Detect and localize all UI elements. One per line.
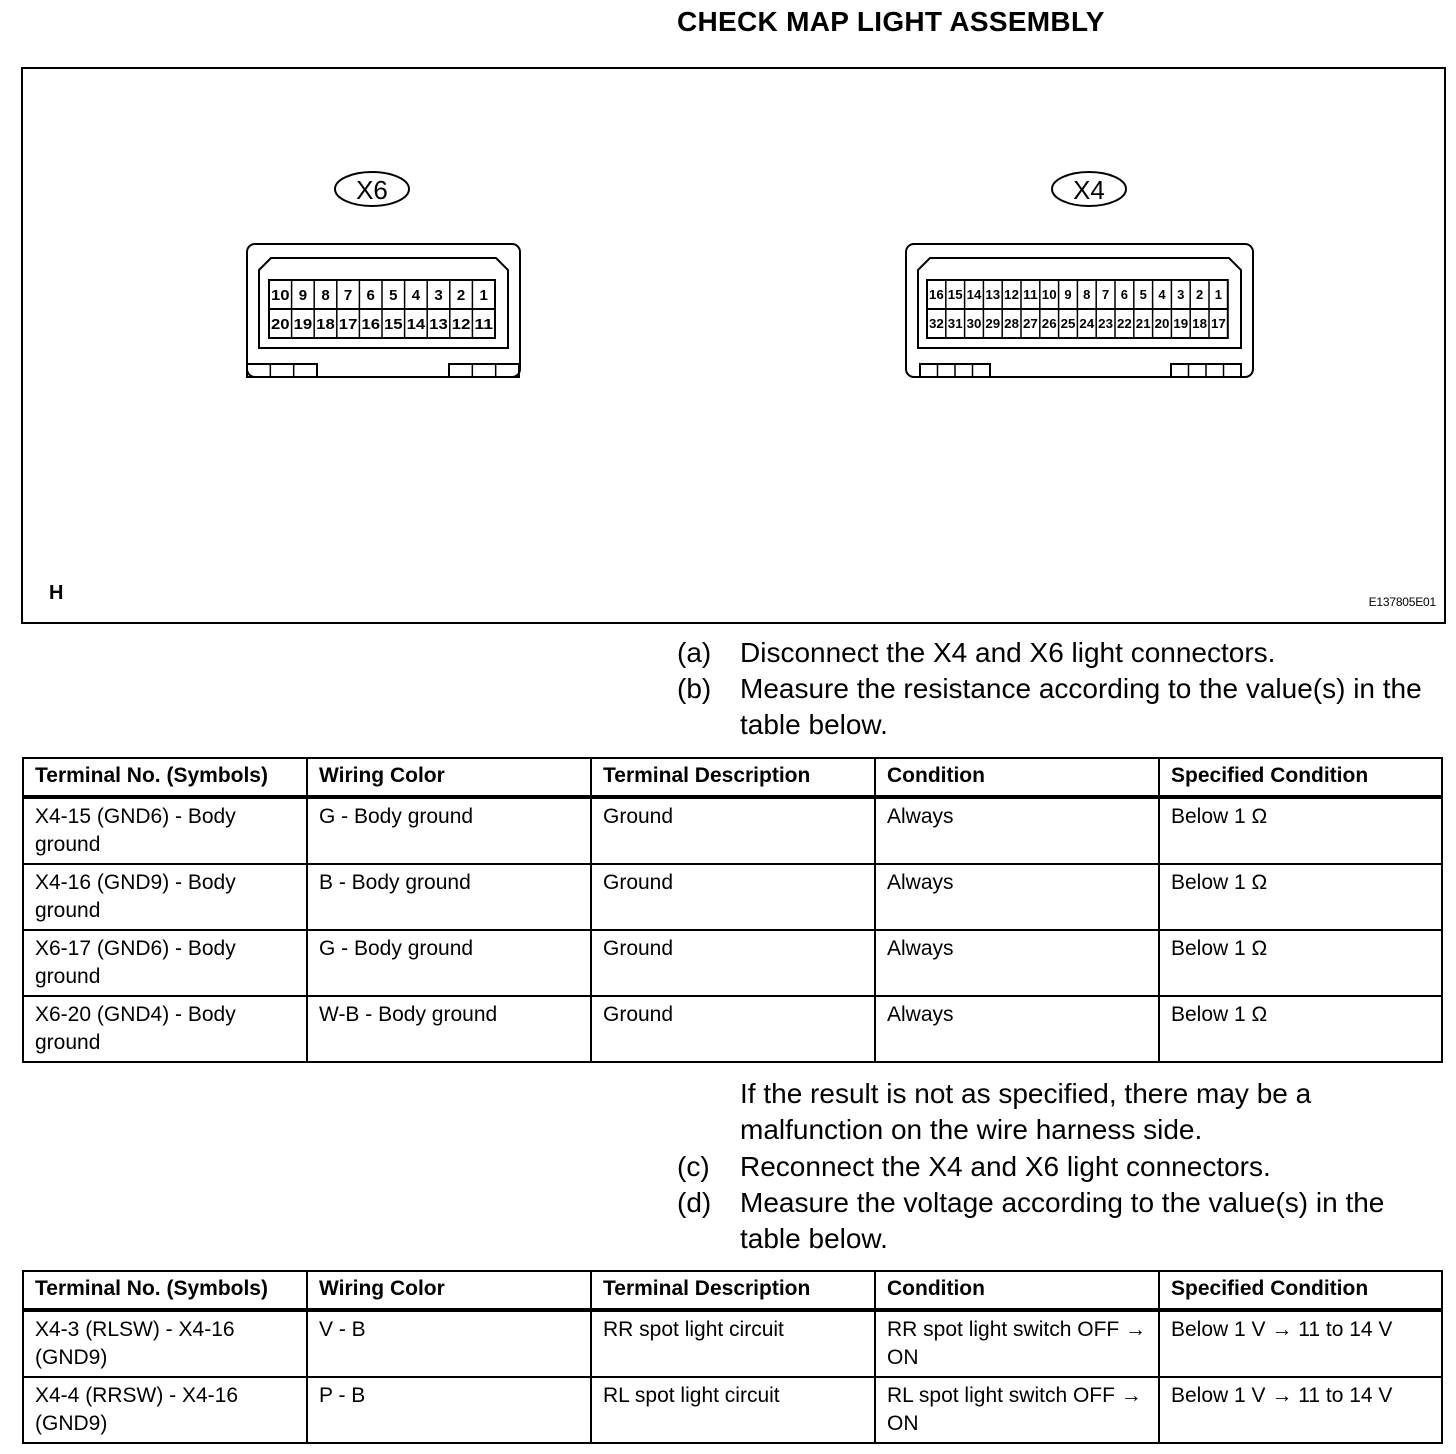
steps-second: [677, 1149, 1440, 1257]
column-header: Specified Condition: [1159, 758, 1442, 797]
table-cell: Below 1 Ω: [1159, 864, 1442, 930]
table-cell: X6-20 (GND4) - Body ground: [23, 996, 307, 1062]
step-letter: (c): [677, 1151, 710, 1182]
table-cell: X4-15 (GND6) - Body ground: [23, 797, 307, 864]
column-header: Wiring Color: [307, 758, 591, 797]
step-c: [677, 1149, 1440, 1185]
table-cell: Always: [875, 930, 1159, 996]
pin-number: 1: [479, 286, 488, 304]
pin-number: 8: [1083, 287, 1091, 303]
table-cell: Ground: [591, 996, 875, 1062]
page-title: CHECK MAP LIGHT ASSEMBLY: [677, 6, 1105, 37]
pin-number: 14: [406, 315, 426, 333]
pin-number: 22: [1117, 316, 1132, 332]
note-text: If the result is not as specified, there may be a malfunction on the wire harness side.: [740, 1078, 1312, 1145]
steps-first: [677, 635, 1440, 743]
pin-number: 15: [384, 315, 403, 333]
step-a: [677, 635, 1440, 671]
table-cell: G - Body ground: [307, 930, 591, 996]
table-cell: Always: [875, 996, 1159, 1062]
connector-recess: [918, 258, 1241, 348]
pin-number: 16: [361, 315, 381, 333]
pin-number: 5: [389, 286, 398, 304]
step-text: Measure the voltage according to the value(s) in the table below.: [740, 1187, 1385, 1254]
table-cell: Below 1 V → 11 to 14 V: [1159, 1377, 1442, 1443]
pin-number: 25: [1060, 316, 1076, 332]
pin-number: 1: [1214, 287, 1223, 303]
table-cell: B - Body ground: [307, 864, 591, 930]
table-row: [23, 930, 1442, 996]
pin-number: 27: [1023, 316, 1038, 332]
pin-number: 26: [1041, 316, 1057, 332]
pin-number: 19: [293, 315, 313, 333]
pin-number: 4: [1158, 287, 1166, 303]
pin-number: 6: [366, 286, 375, 304]
pin-number: 17: [338, 315, 358, 333]
pin-number: 20: [1154, 316, 1170, 332]
voltage-table: [22, 1270, 1443, 1444]
table-cell: RR spot light switch OFF → ON: [875, 1310, 1159, 1377]
pin-number: 7: [1101, 287, 1110, 303]
pin-number: 2: [1195, 287, 1204, 303]
figure-letter: H: [49, 582, 64, 604]
table-cell: G - Body ground: [307, 797, 591, 864]
pin-number: 3: [1177, 287, 1185, 303]
pin-number: 3: [434, 286, 443, 304]
table-cell: Ground: [591, 864, 875, 930]
pin-number: 16: [929, 287, 944, 303]
table-row: [23, 1310, 1442, 1377]
column-header: Condition: [875, 1271, 1159, 1310]
pin-number: 21: [1135, 316, 1151, 332]
connector-label: X6: [356, 175, 388, 205]
table-row: [23, 1377, 1442, 1443]
pin-number: 10: [271, 286, 290, 304]
table-cell: Ground: [591, 930, 875, 996]
table-cell: P - B: [307, 1377, 591, 1443]
pin-number: 28: [1004, 316, 1019, 332]
step-d: [677, 1185, 1440, 1257]
table-cell: X4-3 (RLSW) - X4-16 (GND9): [23, 1310, 307, 1377]
table-header-row: [23, 758, 1442, 797]
pin-number: 7: [343, 286, 353, 304]
pin-number: 15: [947, 287, 963, 303]
latch-foot: [449, 364, 519, 377]
step-letter: (b): [677, 673, 712, 704]
connector-housing: [906, 244, 1253, 377]
pin-number: 18: [1192, 316, 1207, 332]
pin-number: 18: [316, 315, 335, 333]
figure-code: E137805E01: [1368, 595, 1436, 609]
table-row: [23, 797, 1442, 864]
pin-number: 9: [1064, 287, 1072, 303]
table-cell: RL spot light switch OFF → ON: [875, 1377, 1159, 1443]
table-row: [23, 864, 1442, 930]
table-cell: X4-4 (RRSW) - X4-16 (GND9): [23, 1377, 307, 1443]
step-letter: (d): [677, 1187, 712, 1218]
pin-number: 23: [1098, 316, 1113, 332]
column-header: Terminal Description: [591, 1271, 875, 1310]
step-letter: (a): [677, 637, 712, 668]
step-text: Measure the resistance according to the value(s) in the table below.: [740, 673, 1422, 740]
pin-number: 2: [456, 286, 466, 304]
pin-number: 5: [1139, 287, 1147, 303]
pin-number: 6: [1120, 287, 1129, 303]
connector-diagram: [23, 69, 1444, 622]
table-cell: Below 1 Ω: [1159, 930, 1442, 996]
pin-number: 20: [271, 315, 290, 333]
connector-housing: [247, 244, 520, 377]
pin-number: 17: [1211, 316, 1226, 332]
connector-label: X4: [1073, 175, 1105, 205]
table-cell: W-B - Body ground: [307, 996, 591, 1062]
column-header: Wiring Color: [307, 1271, 591, 1310]
table-cell: Always: [875, 864, 1159, 930]
pin-number: 12: [1004, 287, 1019, 303]
table-cell: V - B: [307, 1310, 591, 1377]
table-row: [23, 996, 1442, 1062]
column-header: Specified Condition: [1159, 1271, 1442, 1310]
pin-number: 10: [1041, 287, 1057, 303]
step-text: Disconnect the X4 and X6 light connectors.: [740, 637, 1276, 668]
column-header: Terminal No. (Symbols): [23, 1271, 307, 1310]
table-cell: Below 1 Ω: [1159, 797, 1442, 864]
table-cell: RR spot light circuit: [591, 1310, 875, 1377]
table-cell: Below 1 Ω: [1159, 996, 1442, 1062]
pin-number: 12: [451, 315, 471, 333]
step-b: [677, 671, 1440, 743]
pin-number: 29: [985, 316, 1001, 332]
pin-number: 19: [1173, 316, 1189, 332]
pin-number: 30: [966, 316, 982, 332]
pin-number: 24: [1079, 316, 1095, 332]
pin-number: 9: [298, 286, 308, 304]
pin-number: 13: [985, 287, 1001, 303]
table-header-row: [23, 1271, 1442, 1310]
pin-number: 13: [429, 315, 448, 333]
pin-number: 8: [321, 286, 330, 304]
table-cell: Always: [875, 797, 1159, 864]
connector-figure: [21, 67, 1446, 624]
pin-number: 32: [929, 316, 944, 332]
pin-number: 4: [411, 286, 421, 304]
column-header: Terminal No. (Symbols): [23, 758, 307, 797]
connector-recess: [259, 258, 508, 348]
table-cell: Below 1 V → 11 to 14 V: [1159, 1310, 1442, 1377]
pin-number: 11: [474, 315, 494, 333]
pin-number: 11: [1023, 287, 1038, 303]
column-header: Condition: [875, 758, 1159, 797]
table-cell: X4-16 (GND9) - Body ground: [23, 864, 307, 930]
latch-foot: [247, 364, 317, 377]
resistance-table: [22, 757, 1443, 1063]
column-header: Terminal Description: [591, 758, 875, 797]
table-cell: RL spot light circuit: [591, 1377, 875, 1443]
table-cell: Ground: [591, 797, 875, 864]
table-cell: X6-17 (GND6) - Body ground: [23, 930, 307, 996]
pin-number: 31: [947, 316, 963, 332]
pin-number: 14: [966, 287, 983, 303]
step-text: Reconnect the X4 and X6 light connectors.: [740, 1151, 1271, 1182]
